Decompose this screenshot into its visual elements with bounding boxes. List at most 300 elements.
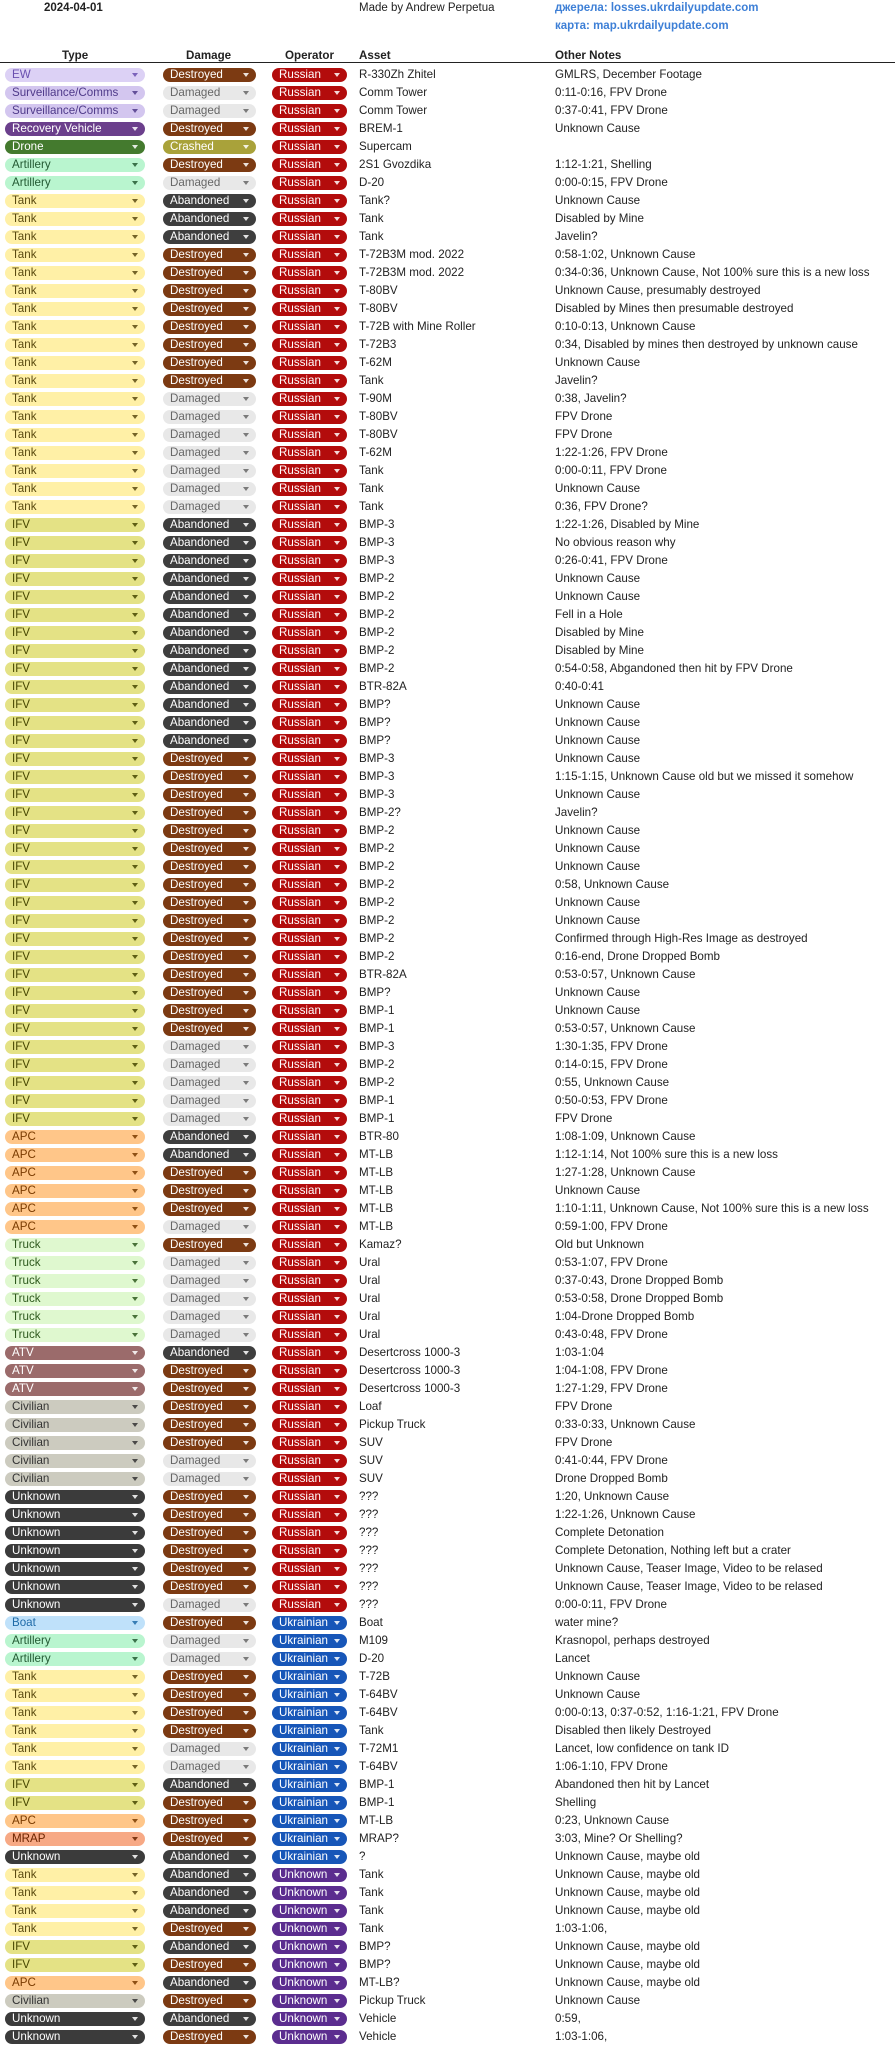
- type-select[interactable]: [5, 1616, 145, 1630]
- type-select[interactable]: [5, 1346, 145, 1360]
- type-select[interactable]: [5, 1760, 145, 1774]
- damage-select[interactable]: [163, 1076, 256, 1090]
- operator-select[interactable]: [272, 68, 347, 82]
- operator-select[interactable]: [272, 1346, 347, 1360]
- damage-select[interactable]: [163, 968, 256, 982]
- damage-select[interactable]: [163, 68, 256, 82]
- type-select[interactable]: [5, 860, 145, 874]
- operator-select[interactable]: [272, 1040, 347, 1054]
- operator-select[interactable]: [272, 1994, 347, 2008]
- type-select[interactable]: [5, 1274, 145, 1288]
- operator-select[interactable]: [272, 752, 347, 766]
- damage-select[interactable]: [163, 734, 256, 748]
- operator-select[interactable]: [272, 1184, 347, 1198]
- damage-select[interactable]: [163, 1382, 256, 1396]
- type-select[interactable]: [5, 1976, 145, 1990]
- damage-select[interactable]: [163, 806, 256, 820]
- damage-select[interactable]: [163, 1130, 256, 1144]
- operator-select[interactable]: [272, 1832, 347, 1846]
- operator-select[interactable]: [272, 860, 347, 874]
- damage-select[interactable]: [163, 1418, 256, 1432]
- damage-select[interactable]: [163, 1634, 256, 1648]
- type-select[interactable]: [5, 788, 145, 802]
- type-select[interactable]: [5, 1256, 145, 1270]
- damage-select[interactable]: [163, 1490, 256, 1504]
- damage-select[interactable]: [163, 1256, 256, 1270]
- operator-select[interactable]: [272, 1220, 347, 1234]
- operator-select[interactable]: [272, 338, 347, 352]
- type-select[interactable]: [5, 518, 145, 532]
- operator-select[interactable]: [272, 1022, 347, 1036]
- type-select[interactable]: [5, 1832, 145, 1846]
- type-select[interactable]: [5, 752, 145, 766]
- operator-select[interactable]: [272, 1364, 347, 1378]
- damage-select[interactable]: [163, 572, 256, 586]
- damage-select[interactable]: [163, 842, 256, 856]
- damage-select[interactable]: [163, 536, 256, 550]
- operator-select[interactable]: [272, 1490, 347, 1504]
- damage-select[interactable]: [163, 1040, 256, 1054]
- operator-select[interactable]: [272, 1166, 347, 1180]
- type-select[interactable]: [5, 482, 145, 496]
- type-select[interactable]: [5, 1472, 145, 1486]
- damage-select[interactable]: [163, 1778, 256, 1792]
- operator-select[interactable]: [272, 1760, 347, 1774]
- type-select[interactable]: [5, 1724, 145, 1738]
- type-select[interactable]: [5, 500, 145, 514]
- operator-select[interactable]: [272, 698, 347, 712]
- damage-select[interactable]: [163, 1850, 256, 1864]
- damage-select[interactable]: [163, 482, 256, 496]
- type-select[interactable]: [5, 680, 145, 694]
- operator-select[interactable]: [272, 1688, 347, 1702]
- type-select[interactable]: [5, 158, 145, 172]
- operator-select[interactable]: [272, 500, 347, 514]
- operator-select[interactable]: [272, 482, 347, 496]
- type-select[interactable]: [5, 1310, 145, 1324]
- type-select[interactable]: [5, 1184, 145, 1198]
- damage-select[interactable]: [163, 986, 256, 1000]
- damage-select[interactable]: [163, 1796, 256, 1810]
- damage-select[interactable]: [163, 1148, 256, 1162]
- damage-select[interactable]: [163, 698, 256, 712]
- damage-select[interactable]: [163, 1670, 256, 1684]
- operator-select[interactable]: [272, 986, 347, 1000]
- type-select[interactable]: [5, 1544, 145, 1558]
- type-select[interactable]: [5, 734, 145, 748]
- operator-select[interactable]: [272, 464, 347, 478]
- operator-select[interactable]: [272, 104, 347, 118]
- damage-select[interactable]: [163, 1202, 256, 1216]
- damage-select[interactable]: [163, 230, 256, 244]
- operator-select[interactable]: [272, 266, 347, 280]
- operator-select[interactable]: [272, 230, 347, 244]
- operator-select[interactable]: [272, 842, 347, 856]
- damage-select[interactable]: [163, 1652, 256, 1666]
- type-select[interactable]: [5, 1364, 145, 1378]
- operator-select[interactable]: [272, 788, 347, 802]
- damage-select[interactable]: [163, 1238, 256, 1252]
- damage-select[interactable]: [163, 1112, 256, 1126]
- type-select[interactable]: [5, 1022, 145, 1036]
- operator-select[interactable]: [272, 1454, 347, 1468]
- operator-select[interactable]: [272, 284, 347, 298]
- damage-select[interactable]: [163, 320, 256, 334]
- type-select[interactable]: [5, 140, 145, 154]
- operator-select[interactable]: [272, 1112, 347, 1126]
- damage-select[interactable]: [163, 1346, 256, 1360]
- type-select[interactable]: [5, 968, 145, 982]
- damage-select[interactable]: [163, 626, 256, 640]
- operator-select[interactable]: [272, 1778, 347, 1792]
- operator-select[interactable]: [272, 1706, 347, 1720]
- damage-select[interactable]: [163, 716, 256, 730]
- operator-select[interactable]: [272, 302, 347, 316]
- type-select[interactable]: [5, 1868, 145, 1882]
- type-select[interactable]: [5, 626, 145, 640]
- type-select[interactable]: [5, 1220, 145, 1234]
- operator-select[interactable]: [272, 518, 347, 532]
- operator-select[interactable]: [272, 1868, 347, 1882]
- damage-select[interactable]: [163, 1976, 256, 1990]
- type-select[interactable]: [5, 950, 145, 964]
- type-select[interactable]: [5, 842, 145, 856]
- type-select[interactable]: [5, 770, 145, 784]
- type-select[interactable]: [5, 1526, 145, 1540]
- operator-select[interactable]: [272, 1202, 347, 1216]
- damage-select[interactable]: [163, 266, 256, 280]
- operator-select[interactable]: [272, 1328, 347, 1342]
- operator-select[interactable]: [272, 1976, 347, 1990]
- damage-select[interactable]: [163, 302, 256, 316]
- damage-select[interactable]: [163, 356, 256, 370]
- type-select[interactable]: [5, 1940, 145, 1954]
- type-select[interactable]: [5, 68, 145, 82]
- operator-select[interactable]: [272, 1958, 347, 1972]
- type-select[interactable]: [5, 536, 145, 550]
- damage-select[interactable]: [163, 1328, 256, 1342]
- damage-select[interactable]: [163, 1940, 256, 1954]
- type-select[interactable]: [5, 1670, 145, 1684]
- damage-select[interactable]: [163, 914, 256, 928]
- type-select[interactable]: [5, 428, 145, 442]
- type-select[interactable]: [5, 716, 145, 730]
- damage-select[interactable]: [163, 122, 256, 136]
- type-select[interactable]: [5, 662, 145, 676]
- type-select[interactable]: [5, 1454, 145, 1468]
- operator-select[interactable]: [272, 1148, 347, 1162]
- damage-select[interactable]: [163, 896, 256, 910]
- type-select[interactable]: [5, 1958, 145, 1972]
- damage-select[interactable]: [163, 1562, 256, 1576]
- type-select[interactable]: [5, 572, 145, 586]
- type-select[interactable]: [5, 1436, 145, 1450]
- operator-select[interactable]: [272, 950, 347, 964]
- type-select[interactable]: [5, 1166, 145, 1180]
- type-select[interactable]: [5, 446, 145, 460]
- damage-select[interactable]: [163, 1814, 256, 1828]
- operator-select[interactable]: [272, 1292, 347, 1306]
- operator-select[interactable]: [272, 1508, 347, 1522]
- type-select[interactable]: [5, 986, 145, 1000]
- damage-select[interactable]: [163, 374, 256, 388]
- type-select[interactable]: [5, 338, 145, 352]
- damage-select[interactable]: [163, 1004, 256, 1018]
- operator-select[interactable]: [272, 2012, 347, 2026]
- type-select[interactable]: [5, 122, 145, 136]
- type-select[interactable]: [5, 1382, 145, 1396]
- type-select[interactable]: [5, 464, 145, 478]
- type-select[interactable]: [5, 284, 145, 298]
- type-select[interactable]: [5, 392, 145, 406]
- type-select[interactable]: [5, 1814, 145, 1828]
- operator-select[interactable]: [272, 1310, 347, 1324]
- operator-select[interactable]: [272, 2030, 347, 2044]
- operator-select[interactable]: [272, 1922, 347, 1936]
- damage-select[interactable]: [163, 1688, 256, 1702]
- type-select[interactable]: [5, 1490, 145, 1504]
- damage-select[interactable]: [163, 1094, 256, 1108]
- damage-select[interactable]: [163, 1436, 256, 1450]
- operator-select[interactable]: [272, 1634, 347, 1648]
- type-select[interactable]: [5, 356, 145, 370]
- operator-select[interactable]: [272, 1814, 347, 1828]
- damage-select[interactable]: [163, 788, 256, 802]
- operator-select[interactable]: [272, 734, 347, 748]
- operator-select[interactable]: [272, 1796, 347, 1810]
- damage-select[interactable]: [163, 662, 256, 676]
- damage-select[interactable]: [163, 2030, 256, 2044]
- type-select[interactable]: [5, 1706, 145, 1720]
- operator-select[interactable]: [272, 1094, 347, 1108]
- type-select[interactable]: [5, 320, 145, 334]
- damage-select[interactable]: [163, 1868, 256, 1882]
- damage-select[interactable]: [163, 1544, 256, 1558]
- damage-select[interactable]: [163, 428, 256, 442]
- operator-select[interactable]: [272, 1940, 347, 1954]
- type-select[interactable]: [5, 1796, 145, 1810]
- damage-select[interactable]: [163, 1580, 256, 1594]
- damage-select[interactable]: [163, 104, 256, 118]
- operator-select[interactable]: [272, 428, 347, 442]
- type-select[interactable]: [5, 1112, 145, 1126]
- losses-source-link[interactable]: джерела: losses.ukrdailyupdate.com: [555, 2, 759, 14]
- type-select[interactable]: [5, 1688, 145, 1702]
- operator-select[interactable]: [272, 1724, 347, 1738]
- operator-select[interactable]: [272, 680, 347, 694]
- operator-select[interactable]: [272, 1850, 347, 1864]
- type-select[interactable]: [5, 1058, 145, 1072]
- damage-select[interactable]: [163, 1454, 256, 1468]
- type-select[interactable]: [5, 914, 145, 928]
- operator-select[interactable]: [272, 1256, 347, 1270]
- operator-select[interactable]: [272, 896, 347, 910]
- operator-select[interactable]: [272, 356, 347, 370]
- operator-select[interactable]: [272, 1418, 347, 1432]
- operator-select[interactable]: [272, 1526, 347, 1540]
- type-select[interactable]: [5, 2012, 145, 2026]
- damage-select[interactable]: [163, 1526, 256, 1540]
- type-select[interactable]: [5, 1562, 145, 1576]
- operator-select[interactable]: [272, 86, 347, 100]
- damage-select[interactable]: [163, 1886, 256, 1900]
- type-select[interactable]: [5, 1328, 145, 1342]
- damage-select[interactable]: [163, 1472, 256, 1486]
- type-select[interactable]: [5, 644, 145, 658]
- operator-select[interactable]: [272, 572, 347, 586]
- type-select[interactable]: [5, 410, 145, 424]
- operator-select[interactable]: [272, 1472, 347, 1486]
- type-select[interactable]: [5, 1130, 145, 1144]
- type-select[interactable]: [5, 806, 145, 820]
- type-select[interactable]: [5, 1580, 145, 1594]
- type-select[interactable]: [5, 1418, 145, 1432]
- operator-select[interactable]: [272, 194, 347, 208]
- operator-select[interactable]: [272, 140, 347, 154]
- type-select[interactable]: [5, 1040, 145, 1054]
- operator-select[interactable]: [272, 626, 347, 640]
- type-select[interactable]: [5, 554, 145, 568]
- operator-select[interactable]: [272, 446, 347, 460]
- damage-select[interactable]: [163, 194, 256, 208]
- damage-select[interactable]: [163, 932, 256, 946]
- type-select[interactable]: [5, 1508, 145, 1522]
- damage-select[interactable]: [163, 1760, 256, 1774]
- operator-select[interactable]: [272, 1400, 347, 1414]
- operator-select[interactable]: [272, 1670, 347, 1684]
- damage-select[interactable]: [163, 248, 256, 262]
- damage-select[interactable]: [163, 1022, 256, 1036]
- operator-select[interactable]: [272, 1238, 347, 1252]
- operator-select[interactable]: [272, 1598, 347, 1612]
- damage-select[interactable]: [163, 878, 256, 892]
- damage-select[interactable]: [163, 1742, 256, 1756]
- damage-select[interactable]: [163, 284, 256, 298]
- operator-select[interactable]: [272, 1130, 347, 1144]
- operator-select[interactable]: [272, 392, 347, 406]
- damage-select[interactable]: [163, 860, 256, 874]
- operator-select[interactable]: [272, 1544, 347, 1558]
- type-select[interactable]: [5, 1778, 145, 1792]
- operator-select[interactable]: [272, 1562, 347, 1576]
- damage-select[interactable]: [163, 140, 256, 154]
- damage-select[interactable]: [163, 1166, 256, 1180]
- type-select[interactable]: [5, 824, 145, 838]
- operator-select[interactable]: [272, 914, 347, 928]
- operator-select[interactable]: [272, 716, 347, 730]
- operator-select[interactable]: [272, 248, 347, 262]
- damage-select[interactable]: [163, 1598, 256, 1612]
- damage-select[interactable]: [163, 446, 256, 460]
- damage-select[interactable]: [163, 338, 256, 352]
- type-select[interactable]: [5, 1400, 145, 1414]
- damage-select[interactable]: [163, 464, 256, 478]
- type-select[interactable]: [5, 1850, 145, 1864]
- type-select[interactable]: [5, 230, 145, 244]
- type-select[interactable]: [5, 374, 145, 388]
- operator-select[interactable]: [272, 122, 347, 136]
- operator-select[interactable]: [272, 320, 347, 334]
- type-select[interactable]: [5, 1634, 145, 1648]
- type-select[interactable]: [5, 1094, 145, 1108]
- operator-select[interactable]: [272, 1616, 347, 1630]
- damage-select[interactable]: [163, 1724, 256, 1738]
- damage-select[interactable]: [163, 608, 256, 622]
- operator-select[interactable]: [272, 608, 347, 622]
- type-select[interactable]: [5, 2030, 145, 2044]
- type-select[interactable]: [5, 266, 145, 280]
- damage-select[interactable]: [163, 590, 256, 604]
- type-select[interactable]: [5, 104, 145, 118]
- operator-select[interactable]: [272, 968, 347, 982]
- type-select[interactable]: [5, 1202, 145, 1216]
- operator-select[interactable]: [272, 212, 347, 226]
- operator-select[interactable]: [272, 410, 347, 424]
- damage-select[interactable]: [163, 1400, 256, 1414]
- damage-select[interactable]: [163, 1274, 256, 1288]
- operator-select[interactable]: [272, 1904, 347, 1918]
- damage-select[interactable]: [163, 1058, 256, 1072]
- operator-select[interactable]: [272, 770, 347, 784]
- damage-select[interactable]: [163, 554, 256, 568]
- type-select[interactable]: [5, 896, 145, 910]
- type-select[interactable]: [5, 590, 145, 604]
- damage-select[interactable]: [163, 1364, 256, 1378]
- type-select[interactable]: [5, 1994, 145, 2008]
- type-select[interactable]: [5, 248, 145, 262]
- damage-select[interactable]: [163, 1508, 256, 1522]
- operator-select[interactable]: [272, 662, 347, 676]
- type-select[interactable]: [5, 932, 145, 946]
- type-select[interactable]: [5, 194, 145, 208]
- type-select[interactable]: [5, 1922, 145, 1936]
- damage-select[interactable]: [163, 1706, 256, 1720]
- damage-select[interactable]: [163, 212, 256, 226]
- type-select[interactable]: [5, 1904, 145, 1918]
- operator-select[interactable]: [272, 644, 347, 658]
- damage-select[interactable]: [163, 86, 256, 100]
- type-select[interactable]: [5, 1742, 145, 1756]
- operator-select[interactable]: [272, 1742, 347, 1756]
- operator-select[interactable]: [272, 1058, 347, 1072]
- map-source-link[interactable]: карта: map.ukrdailyupdate.com: [555, 20, 729, 32]
- damage-select[interactable]: [163, 410, 256, 424]
- operator-select[interactable]: [272, 932, 347, 946]
- operator-select[interactable]: [272, 158, 347, 172]
- type-select[interactable]: [5, 1076, 145, 1090]
- damage-select[interactable]: [163, 1616, 256, 1630]
- type-select[interactable]: [5, 176, 145, 190]
- type-select[interactable]: [5, 1652, 145, 1666]
- damage-select[interactable]: [163, 680, 256, 694]
- type-select[interactable]: [5, 86, 145, 100]
- operator-select[interactable]: [272, 1886, 347, 1900]
- damage-select[interactable]: [163, 752, 256, 766]
- damage-select[interactable]: [163, 1184, 256, 1198]
- damage-select[interactable]: [163, 770, 256, 784]
- operator-select[interactable]: [272, 554, 347, 568]
- damage-select[interactable]: [163, 1958, 256, 1972]
- damage-select[interactable]: [163, 950, 256, 964]
- type-select[interactable]: [5, 1886, 145, 1900]
- type-select[interactable]: [5, 1292, 145, 1306]
- type-select[interactable]: [5, 212, 145, 226]
- type-select[interactable]: [5, 1238, 145, 1252]
- operator-select[interactable]: [272, 878, 347, 892]
- type-select[interactable]: [5, 1598, 145, 1612]
- operator-select[interactable]: [272, 806, 347, 820]
- operator-select[interactable]: [272, 824, 347, 838]
